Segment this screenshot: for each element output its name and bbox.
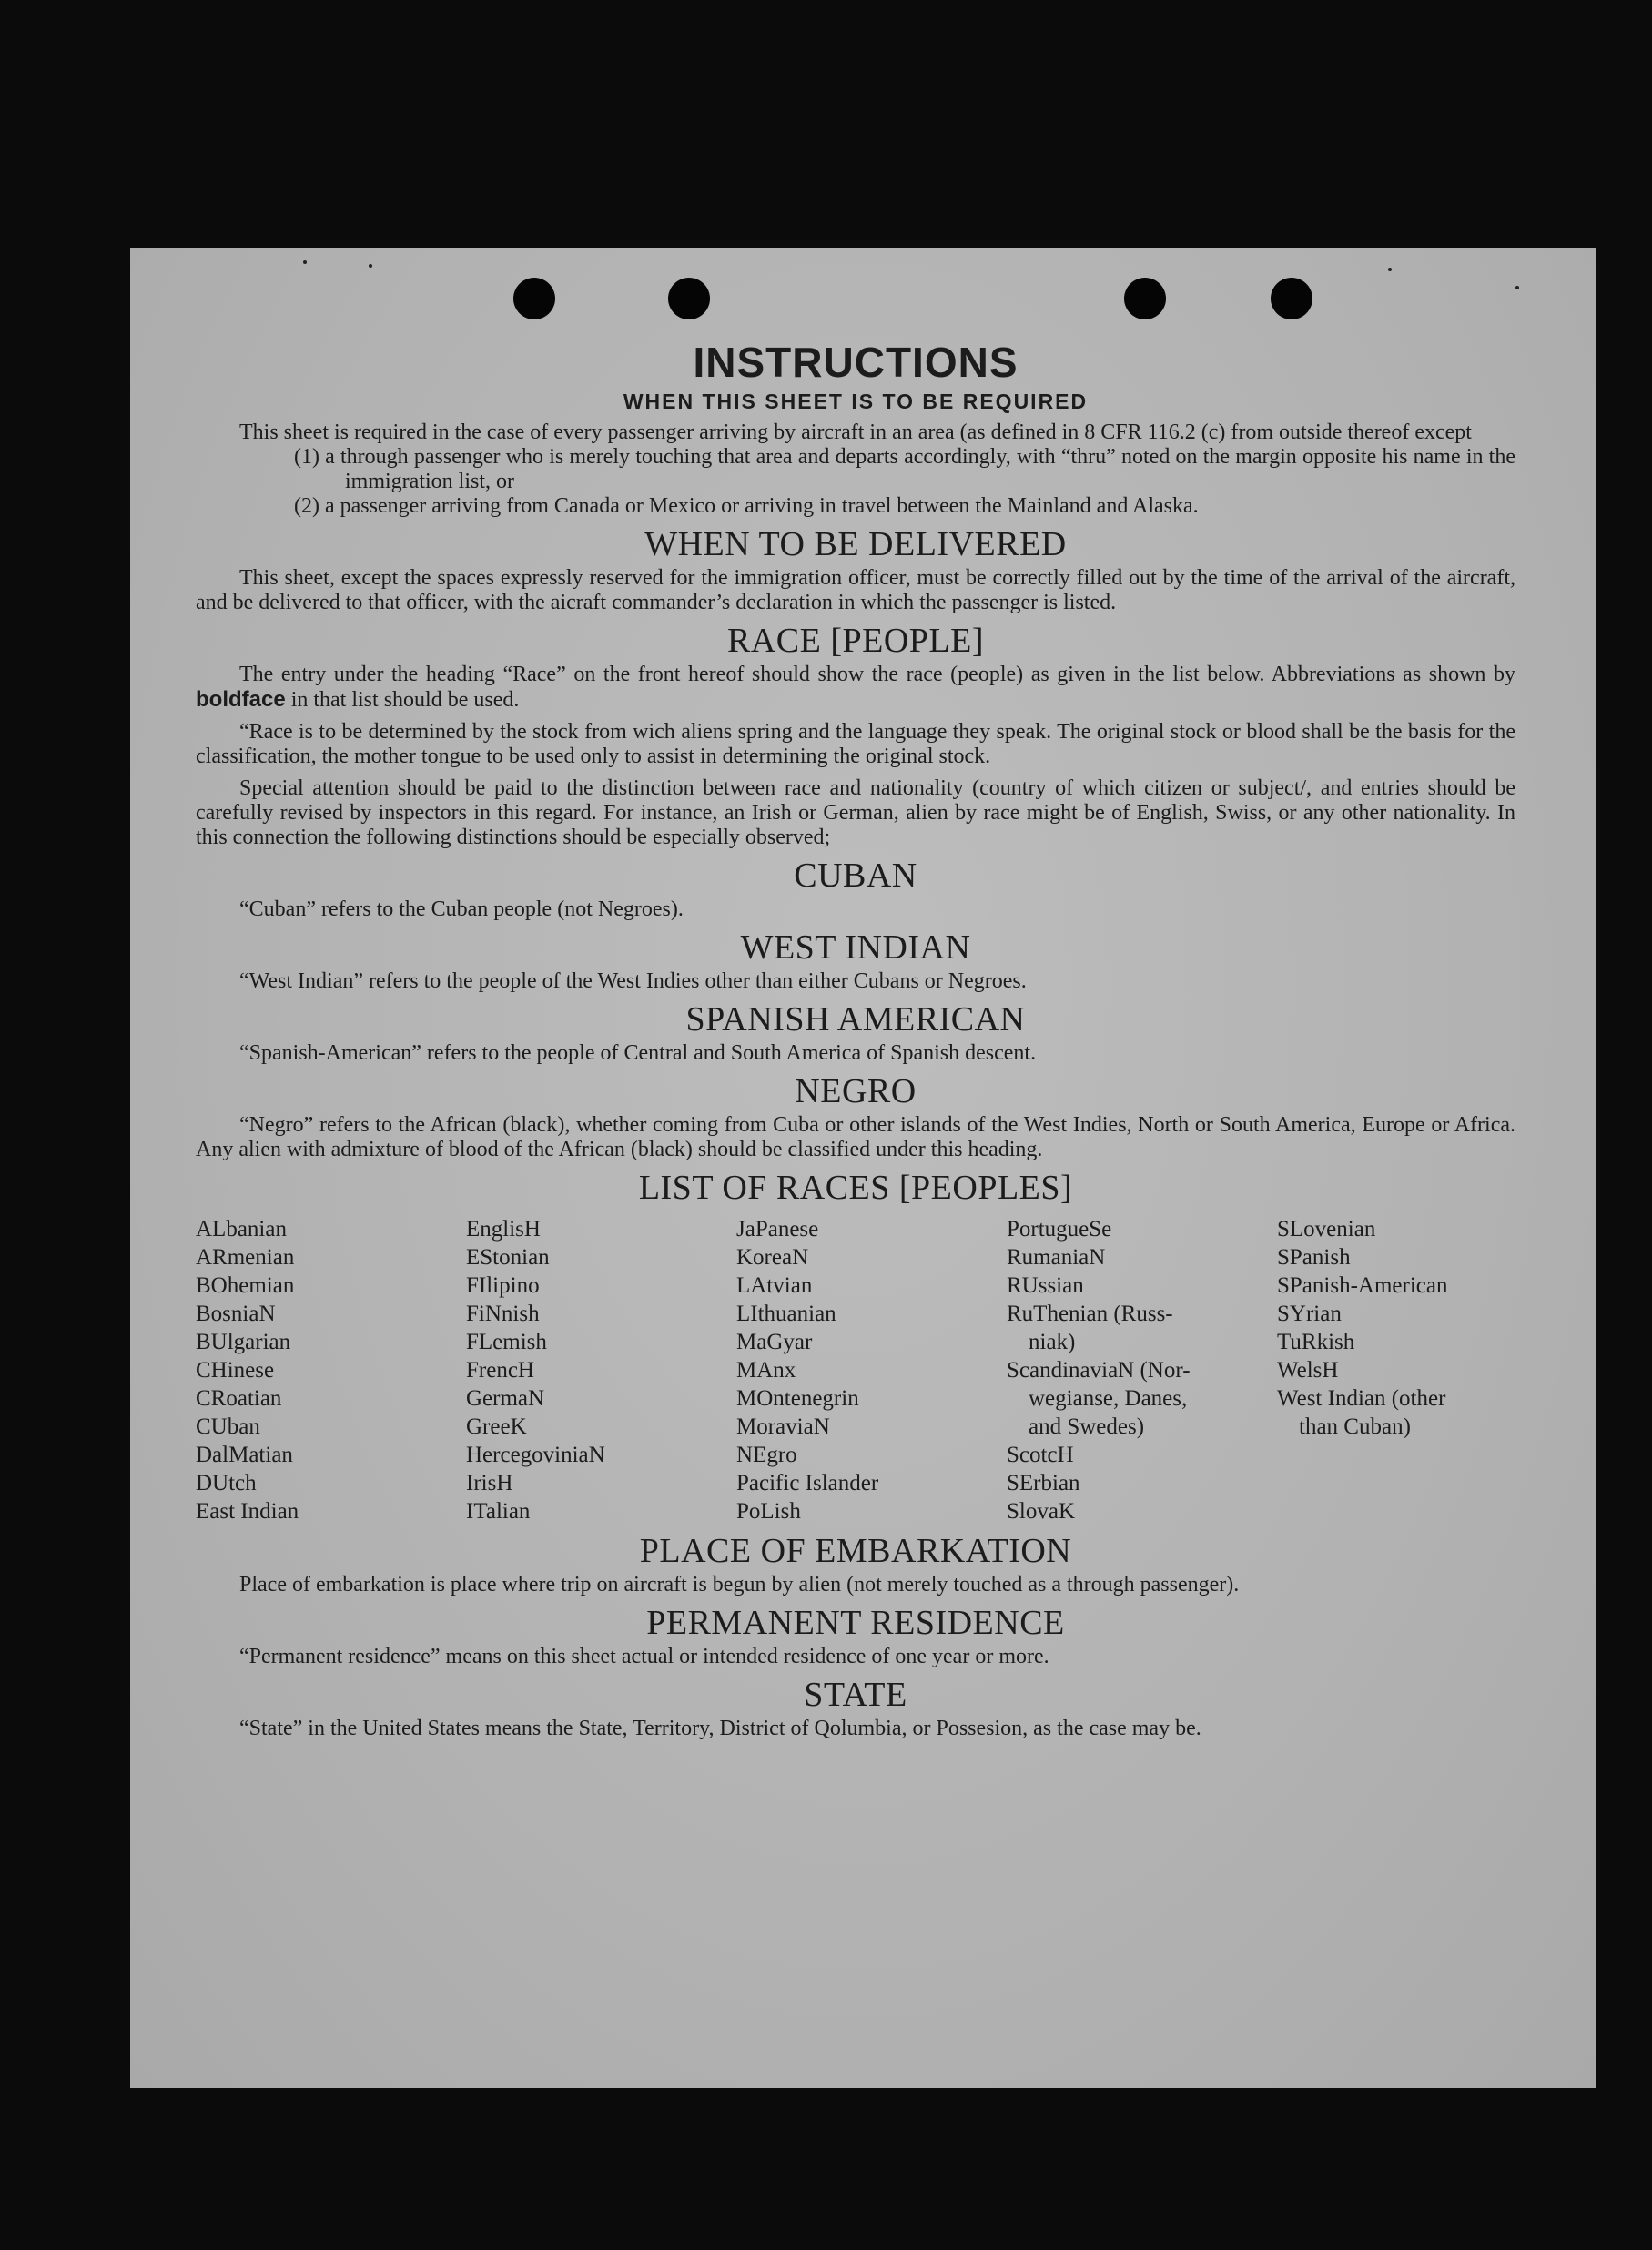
race-item: RumaniaN: [1007, 1245, 1106, 1270]
section-heading-race: RACE [PEOPLE]: [727, 622, 984, 660]
document-sheet: [130, 248, 1596, 2088]
race-column-1: [196, 1215, 466, 1525]
race-item: Pacific Islander: [736, 1471, 879, 1495]
section-heading-state: STATE: [804, 1676, 907, 1714]
race-column-5: [1277, 1215, 1514, 1525]
state-text: “State” in the United States means the State, Territory, District of Qolumbia, or Possesion, as the case may be.: [239, 1717, 1201, 1740]
race-p1-text: The entry under the heading “Race” on the front hereof should show the race (people) as given in the list below. Abbreviations as shown by: [239, 663, 1515, 686]
race-item: PortugueSe: [1007, 1217, 1112, 1242]
race-item: MoraviaN: [736, 1414, 830, 1439]
race-item: CRoatian: [196, 1386, 282, 1411]
race-item: FiNnish: [466, 1302, 540, 1326]
spanish-american-text: “Spanish-American” refers to the people of Central and South America of Spanish descent.: [239, 1041, 1037, 1065]
race-item: ITalian: [466, 1499, 531, 1524]
race-item-continued: and Swedes): [1029, 1414, 1145, 1439]
race-item-continued: wegianse, Danes,: [1029, 1386, 1188, 1411]
west-indian-text: “West Indian” refers to the people of the West Indies other than either Cubans or Negroes.: [239, 969, 1027, 993]
race-item: ALbanian: [196, 1217, 287, 1242]
race-column-2: [466, 1215, 736, 1525]
race-item: East Indian: [196, 1499, 299, 1524]
race-item: DUtch: [196, 1471, 257, 1495]
race-item: PoLish: [736, 1499, 801, 1524]
race-item: SPanish-American: [1277, 1273, 1448, 1298]
race-item: WelsH: [1277, 1358, 1339, 1383]
race-item: HercegoviniaN: [466, 1443, 605, 1467]
race-list: [196, 1215, 1515, 1525]
boldface-word: boldface: [196, 687, 286, 712]
when-required-intro: This sheet is required in the case of every passenger arriving by aircraft in an area (as defined in 8 CFR 116.2 (c) from outside thereof except: [239, 421, 1472, 444]
race-item: SYrian: [1277, 1302, 1342, 1326]
section-heading-permanent-residence: PERMANENT RESIDENCE: [646, 1604, 1065, 1642]
race-item: RUssian: [1007, 1273, 1084, 1298]
page-title: INSTRUCTIONS: [693, 339, 1019, 386]
exception-item-1: (1) a through passenger who is merely touching that area and departs accordingly, with “thru” noted on the margin opposite his name in the immigration list, or: [294, 445, 1515, 493]
punch-hole: [668, 278, 710, 319]
dust-speck: [303, 260, 307, 264]
race-item: GermaN: [466, 1386, 545, 1411]
race-item: LIthuanian: [736, 1302, 836, 1326]
race-item: BOhemian: [196, 1273, 295, 1298]
punch-hole: [1124, 278, 1166, 319]
race-item: SLovenian: [1277, 1217, 1376, 1242]
race-item: KoreaN: [736, 1245, 809, 1270]
race-item: MOntenegrin: [736, 1386, 859, 1411]
race-item-continued: niak): [1029, 1330, 1076, 1354]
negro-text: “Negro” refers to the African (black), whether coming from Cuba or other islands of the West Indies, North or South America, Europe or Africa. Any alien with admixture of blood of the African (black) should be classified under this heading.: [196, 1113, 1515, 1161]
race-item: CHinese: [196, 1358, 275, 1383]
race-p1-text-end: in that list should be used.: [290, 688, 520, 712]
permanent-residence-text: “Permanent residence” means on this sheet actual or intended residence of one year or more.: [239, 1645, 1049, 1668]
section-heading-when-delivered: WHEN TO BE DELIVERED: [644, 525, 1067, 563]
punch-hole: [513, 278, 555, 319]
dust-speck: [369, 264, 372, 268]
race-item: ARmenian: [196, 1245, 295, 1270]
race-item: BUlgarian: [196, 1330, 291, 1354]
race-item: EStonian: [466, 1245, 550, 1270]
race-item: FIlipino: [466, 1273, 540, 1298]
race-item: FLemish: [466, 1330, 547, 1354]
race-item: ScotcH: [1007, 1443, 1074, 1467]
race-item: CUban: [196, 1414, 260, 1439]
race-item: IrisH: [466, 1471, 513, 1495]
race-item: GreeK: [466, 1414, 527, 1439]
exception-item-2: (2) a passenger arriving from Canada or Mexico or arriving in travel between the Mainland and Alaska.: [294, 494, 1199, 518]
race-item: ScandinaviaN (Nor-: [1007, 1358, 1191, 1383]
when-delivered-text: This sheet, except the spaces expressly reserved for the immigration officer, must be correctly filled out by the time of the arrival of the aircraft, and be delivered to that officer, with the aicraft commander’s declaration in which the passenger is listed.: [196, 566, 1515, 614]
section-heading-list-of-races: LIST OF RACES [PEOPLES]: [638, 1169, 1073, 1207]
race-item: MaGyar: [736, 1330, 813, 1354]
race-item: SlovaK: [1007, 1499, 1075, 1524]
section-heading-spanish-american: SPANISH AMERICAN: [685, 1000, 1026, 1039]
section-heading-embarkation: PLACE OF EMBARKATION: [639, 1532, 1072, 1570]
section-heading-negro: NEGRO: [795, 1072, 917, 1110]
section-heading-west-indian: WEST INDIAN: [740, 928, 971, 967]
race-item: RuThenian (Russ-: [1007, 1302, 1173, 1326]
punch-hole: [1271, 278, 1312, 319]
section-heading-when-required: WHEN THIS SHEET IS TO BE REQUIRED: [623, 390, 1089, 413]
embarkation-text: Place of embarkation is place where trip on aircraft is begun by alien (not merely touched as a through passenger).: [239, 1573, 1240, 1596]
race-item: FrencH: [466, 1358, 534, 1383]
race-paragraph-3: Special attention should be paid to the distinction between race and nationality (country of which citizen or subject/, and entries should be carefully revised by inspectors in this regard. For instance, an Irish or German, alien by race might be of English, Swiss, or any other nationality. In this connection the following distinctions should be especially observed;: [196, 776, 1515, 849]
race-paragraph-2: “Race is to be determined by the stock from wich aliens spring and the language they speak. The original stock or blood shall be the basis for the classification, the mother tongue to be used only to assist in determining the original stock.: [196, 720, 1515, 768]
race-column-4: [1007, 1215, 1277, 1525]
dust-speck: [1388, 268, 1392, 271]
race-column-3: [736, 1215, 1007, 1525]
race-item-continued: than Cuban): [1299, 1414, 1411, 1439]
race-item: NEgro: [736, 1443, 797, 1467]
race-item: TuRkish: [1277, 1330, 1355, 1354]
race-item: MAnx: [736, 1358, 796, 1383]
race-item: DalMatian: [196, 1443, 293, 1467]
race-item: BosniaN: [196, 1302, 276, 1326]
race-item: SPanish: [1277, 1245, 1351, 1270]
dust-speck: [1515, 286, 1519, 289]
cuban-text: “Cuban” refers to the Cuban people (not Negroes).: [239, 897, 684, 921]
race-item: SErbian: [1007, 1471, 1080, 1495]
race-item: JaPanese: [736, 1217, 819, 1242]
race-item: West Indian (other: [1277, 1386, 1446, 1411]
race-item: EnglisH: [466, 1217, 541, 1242]
race-item: LAtvian: [736, 1273, 813, 1298]
race-paragraph-1: [196, 663, 1515, 713]
section-heading-cuban: CUBAN: [794, 856, 917, 895]
